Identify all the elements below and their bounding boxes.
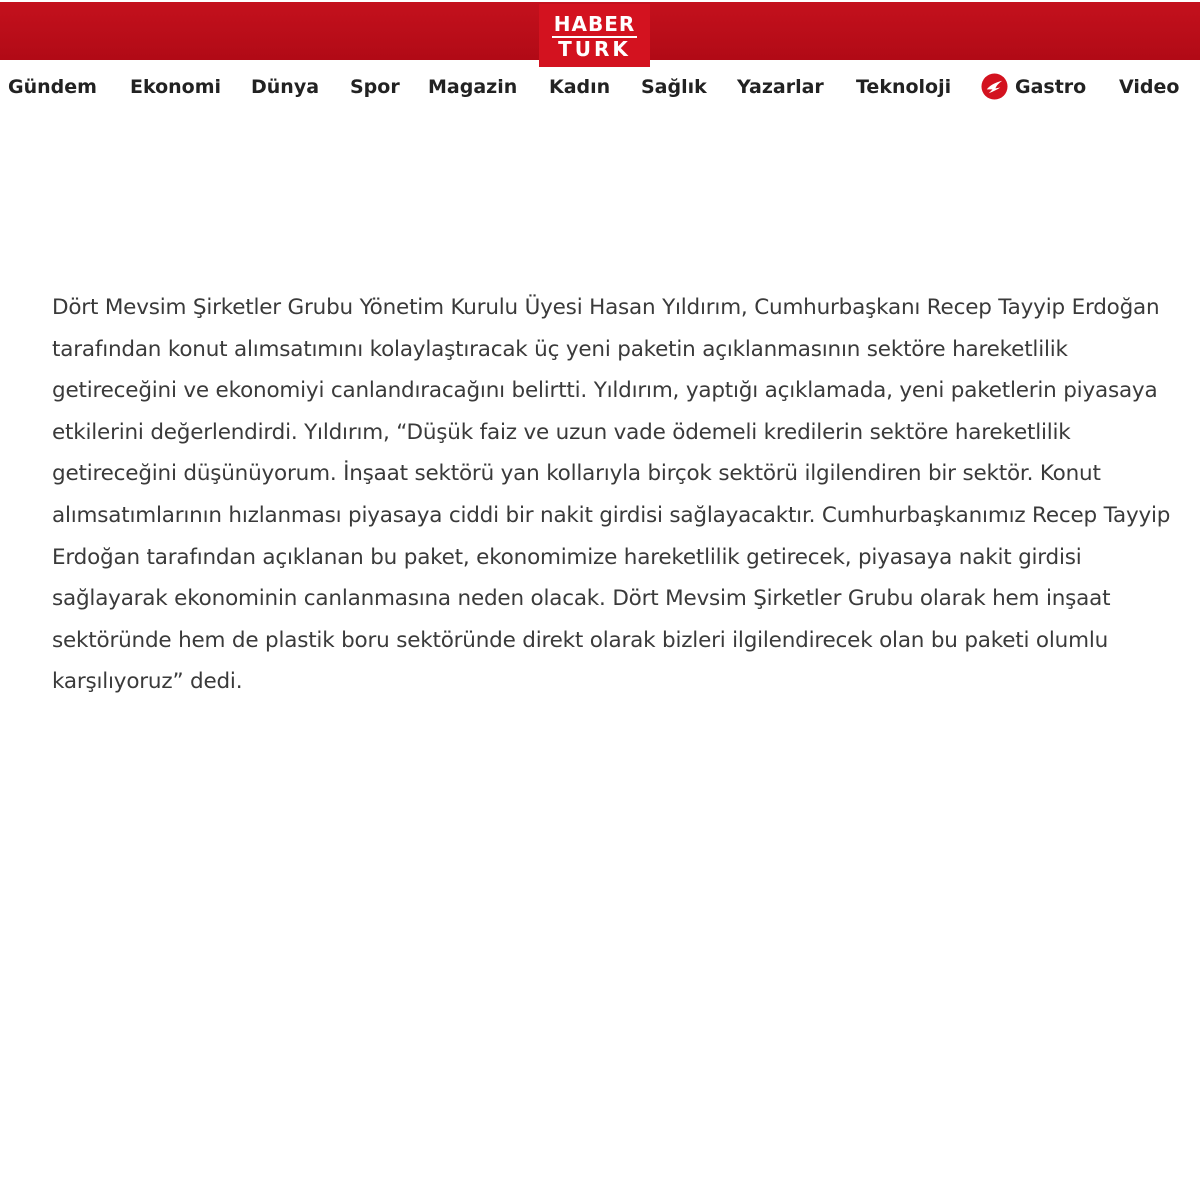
nav-item-magazin[interactable]: Magazin	[428, 76, 518, 98]
nav-item-dunya[interactable]: Dünya	[251, 76, 320, 98]
nav-item-saglik[interactable]: Sağlık	[641, 76, 707, 98]
nav-item-kadin[interactable]: Kadın	[549, 76, 611, 98]
turkish-airlines-icon	[981, 73, 1008, 100]
logo-text-bottom: TURK	[558, 36, 631, 61]
nav-item-gastro[interactable]	[981, 73, 1086, 100]
nav-item-video[interactable]: Video	[1119, 76, 1180, 98]
nav-item-teknoloji[interactable]: Teknoloji	[856, 76, 952, 98]
nav-item-ekonomi[interactable]: Ekonomi	[130, 76, 222, 98]
haberturk-logo[interactable]	[539, 4, 650, 67]
article-body: Dört Mevsim Şirketler Grubu Yönetim Kurulu Üyesi Hasan Yıldırım, Cumhurbaşkanı Recep Tayyip Erdoğan tarafından konut alımsatımını kolaylaştıracak üç yeni paketin açıklanmasının sektöre hareketlilik getireceğini ve ekonomiyi canlandıracağını belirtti. Yıldırım, yaptığı açıklamada, yeni paketlerin piyasaya etkilerini değerlendirdi. Yıldırım, “Düşük faiz ve uzun vade ödemeli kredilerin sektöre hareketlilik getireceğini düşünüyorum. İnşaat sektörü yan kollarıyla birçok sektörü ilgilendiren bir sektör. Konut alımsatımlarının hızlanması piyasaya ciddi bir nakit girdisi sağlayacaktır. Cumhurbaşkanımız Recep Tayyip Erdoğan tarafından açıklanan bu paket, ekonomimize hareketlilik getirecek, piyasaya nakit girdisi sağlayarak ekonominin canlanmasına neden olacak. Dört Mevsim Şirketler Grubu olarak hem inşaat sektöründe hem de plastik boru sektöründe direkt olarak bizleri ilgilendirecek olan bu paketi olumlu karşılıyoruz” dedi.	[52, 295, 1171, 695]
nav-item-gundem[interactable]: Gündem	[8, 76, 97, 98]
main-nav	[0, 60, 1200, 114]
nav-item-spor[interactable]: Spor	[350, 76, 400, 98]
logo-text-top: HABER	[553, 11, 636, 36]
nav-item-gastro-label: Gastro	[1015, 75, 1087, 98]
nav-item-yazarlar[interactable]: Yazarlar	[737, 76, 824, 98]
